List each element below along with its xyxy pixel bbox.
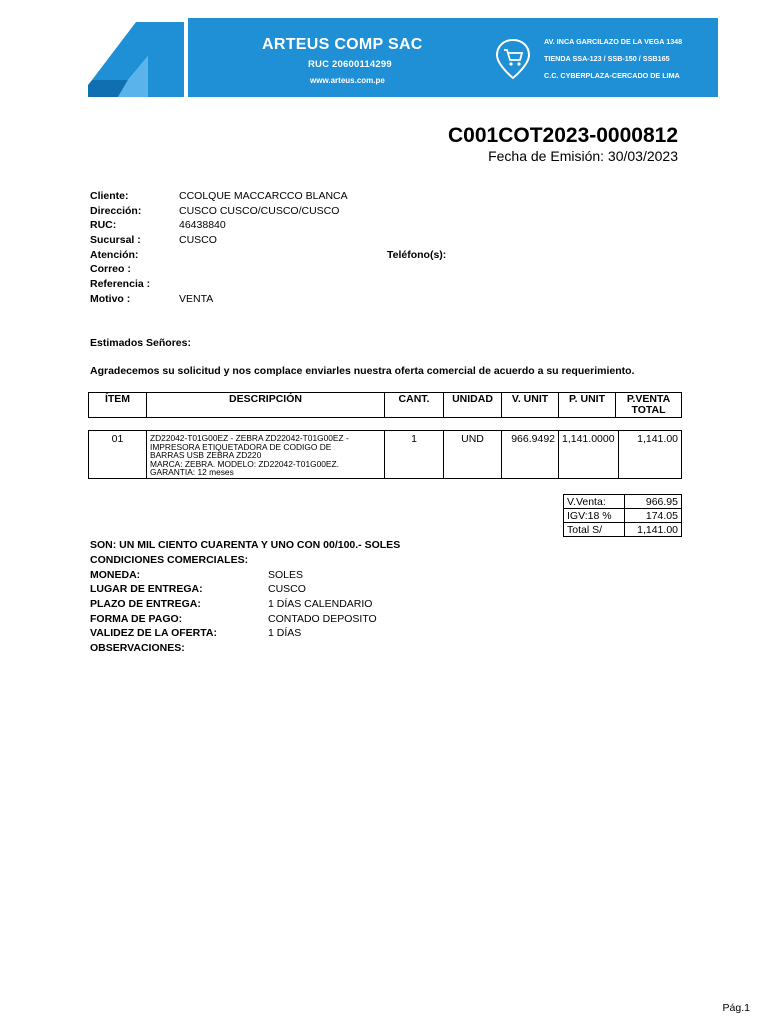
conditions-title: CONDICIONES COMERCIALES: [90,554,249,566]
desc-line: IMPRESORA ETIQUETADORA DE CODIGO DE [150,441,332,452]
ruc-label: RUC: [90,219,117,231]
total-label: Total S/ [564,523,625,537]
motivo-value: VENTA [179,293,214,305]
items-table-body [88,430,682,479]
atencion-label: Atención: [90,249,139,261]
vventa-label: V.Venta: [564,495,625,509]
address-line-2: TIENDA SSA-123 / SSB-150 / SSB165 [544,54,670,63]
desc-line: BARRAS USB ZEBRA ZD220 [150,450,262,461]
col-cant: CANT. [385,393,444,418]
cliente-label: Cliente: [90,190,129,202]
igv-label: IGV:18 % [564,509,625,523]
address-line-1: AV. INCA GARCILAZO DE LA VEGA 1348 [544,37,683,46]
validez-value: 1 DÍAS [268,627,302,639]
cliente-value: CCOLQUE MACCARCCO BLANCA [179,190,348,202]
row-punit: 1,141.0000 [559,431,619,479]
moneda-label: MONEDA: [90,569,141,581]
correo-label: Correo : [90,263,131,275]
sucursal-value: CUSCO [179,234,217,246]
col-descripcion: DESCRIPCIÓN [147,393,385,418]
greeting: Estimados Señores: [90,337,191,349]
desc-line: ZD22042-T01G00EZ - ZEBRA ZD22042-T01G00EZ - [150,433,349,443]
amount-in-words: SON: UN MIL CIENTO CUARENTA Y UNO CON 00/100.- SOLES [90,539,401,551]
row-descripcion [147,431,385,479]
direccion-value: CUSCO CUSCO/CUSCO/CUSCO [179,205,340,217]
table-row [89,431,682,479]
items-table-header [88,392,682,418]
col-pventa-total [616,393,682,418]
col-pventa: P.VENTA [626,393,671,405]
referencia-label: Referencia : [90,278,151,290]
company-logo-icon [88,18,188,97]
direccion-label: Dirección: [90,205,142,217]
page-number: Pág.1 [722,1002,750,1014]
col-vunit: V. UNIT [502,393,559,418]
company-ruc: RUC 20600114299 [308,59,392,70]
ruc-value: 46438840 [179,219,226,231]
intro-text: Agradecemos su solicitud y nos complace enviarles nuestra oferta comercial de acuerdo a su requerimiento. [90,365,635,377]
col-unidad: UNIDAD [444,393,502,418]
shopping-cart-location-icon [494,38,532,80]
observaciones-label: OBSERVACIONES: [90,642,185,654]
plazo-value: 1 DÍAS CALENDARIO [268,598,373,610]
emission-date: Fecha de Emisión: 30/03/2023 [488,148,678,164]
vventa-value: 966.95 [625,495,682,509]
company-website: www.arteus.com.pe [310,76,385,85]
igv-value: 174.05 [625,509,682,523]
row-vunit: 966.9492 [502,431,559,479]
address-line-3: C.C. CYBERPLAZA-CERCADO DE LIMA [544,71,680,80]
telefono-label: Teléfono(s): [387,249,447,261]
row-cant: 1 [385,431,444,479]
motivo-label: Motivo : [90,293,131,305]
total-value: 1,141.00 [625,523,682,537]
row-unidad: UND [444,431,502,479]
validez-label: VALIDEZ DE LA OFERTA: [90,627,217,639]
col-item: ÍTEM [89,393,147,418]
document-number: C001COT2023-0000812 [448,124,678,147]
company-name: ARTEUS COMP SAC [262,36,423,53]
sucursal-label: Sucursal : [90,234,141,246]
plazo-label: PLAZO DE ENTREGA: [90,598,201,610]
col-punit: P. UNIT [559,393,616,418]
lugar-value: CUSCO [268,583,306,595]
forma-pago-label: FORMA DE PAGO: [90,613,183,625]
moneda-value: SOLES [268,569,304,581]
row-total: 1,141.00 [618,431,681,479]
totals-box [563,494,682,537]
forma-pago-value: CONTADO DEPOSITO [268,613,377,625]
col-total: TOTAL [631,404,666,416]
desc-line: GARANTIA: 12 meses [150,467,234,478]
desc-line: MARCA: ZEBRA. MODELO: ZD22042-T01G00EZ. [150,458,339,469]
row-item: 01 [89,431,147,479]
lugar-label: LUGAR DE ENTREGA: [90,583,203,595]
